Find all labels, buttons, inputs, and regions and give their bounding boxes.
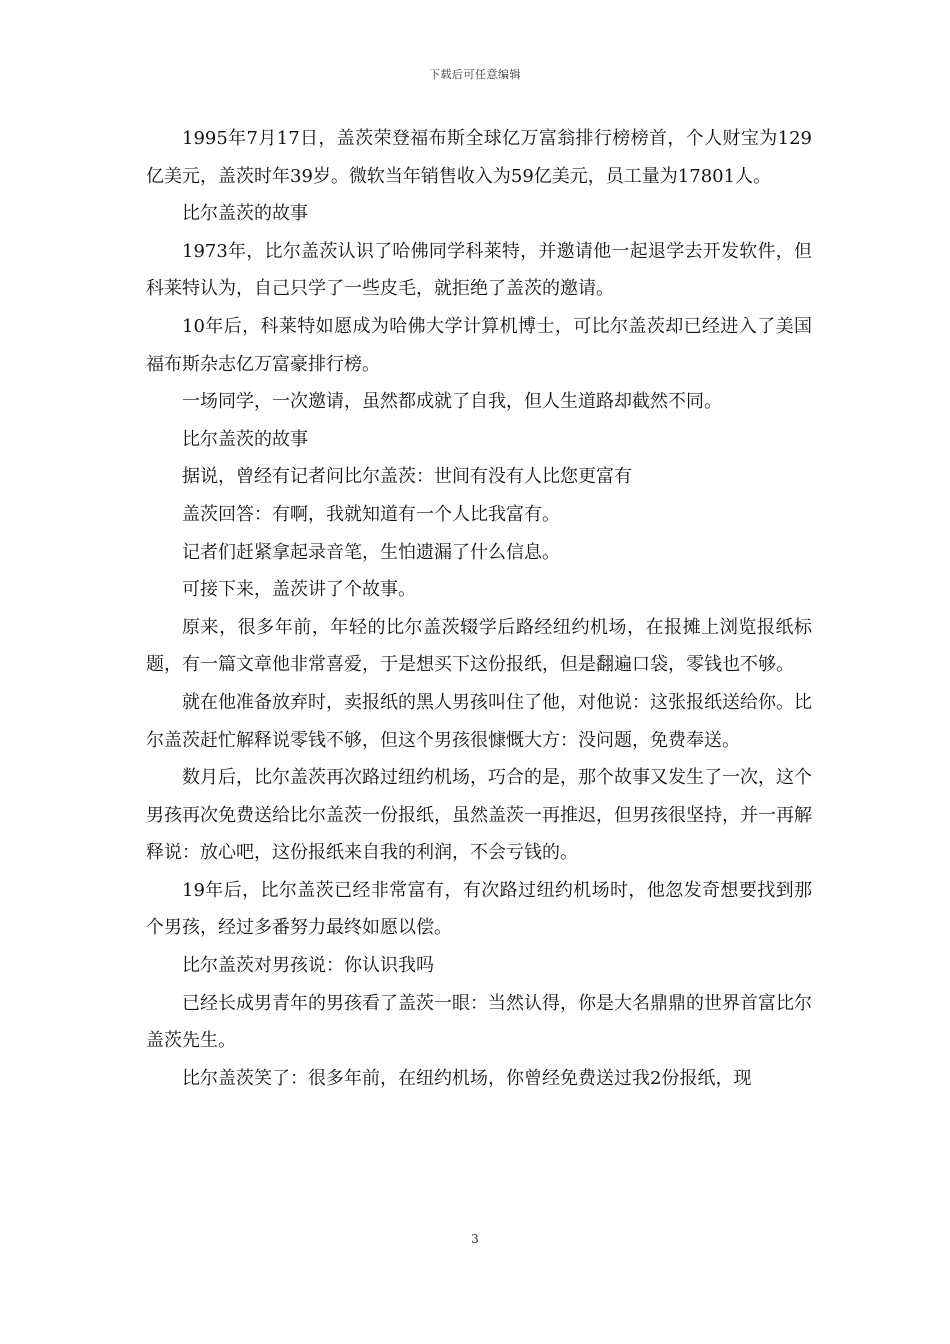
section-heading: 比尔盖茨的故事 xyxy=(182,428,308,450)
paragraph: 10年后，科莱特如愿成为哈佛大学计算机博士，可比尔盖茨却已经进入了美国福布斯杂志亿万富豪排行榜。 xyxy=(146,315,812,375)
paragraph: 1995年7月17日，盖茨荣登福布斯全球亿万富翁排行榜榜首，个人财宝为129亿美元，盖茨时年39岁。微软当年销售收入为59亿美元，员工量为17801人。 xyxy=(146,128,812,187)
page-header: 下载后可任意编辑 xyxy=(429,68,521,81)
document-body xyxy=(146,120,812,1097)
paragraph: 就在他准备放弃时，卖报纸的黑人男孩叫住了他，对他说：这张报纸送给你。比尔盖茨赶忙解释说零钱不够，但这个男孩很慷慨大方：没问题，免费奉送。 xyxy=(146,691,812,751)
paragraph: 比尔盖茨对男孩说：你认识我吗 xyxy=(182,955,434,977)
section-heading: 比尔盖茨的故事 xyxy=(182,203,308,225)
paragraph: 一场同学，一次邀请，虽然都成就了自我，但人生道路却截然不同。 xyxy=(182,391,722,413)
page-number: 3 xyxy=(471,1232,479,1246)
paragraph: 比尔盖茨笑了：很多年前，在纽约机场，你曾经免费送过我2份报纸，现 xyxy=(182,1067,752,1089)
paragraph: 1973年，比尔盖茨认识了哈佛同学科莱特，并邀请他一起退学去开发软件，但科莱特认为，自己只学了一些皮毛，就拒绝了盖茨的邀请。 xyxy=(146,240,812,300)
paragraph: 数月后，比尔盖茨再次路过纽约机场，巧合的是，那个故事又发生了一次，这个男孩再次免费送给比尔盖茨一份报纸，虽然盖茨一再推迟，但男孩很坚持，并一再解释说：放心吧，这份报纸来自我的利润，不会亏钱的。 xyxy=(146,767,812,864)
paragraph: 盖茨回答：有啊，我就知道有一个人比我富有。 xyxy=(182,503,560,525)
paragraph: 据说，曾经有记者问比尔盖茨：世间有没有人比您更富有 xyxy=(182,466,632,488)
paragraph: 19年后，比尔盖茨已经非常富有，有次路过纽约机场时，他忽发奇想要找到那个男孩，经过多番努力最终如愿以偿。 xyxy=(146,879,812,939)
paragraph: 记者们赶紧拿起录音笔，生怕遗漏了什么信息。 xyxy=(182,541,560,563)
paragraph: 原来，很多年前，年轻的比尔盖茨辍学后路经纽约机场，在报摊上浏览报纸标题，有一篇文章他非常喜爱，于是想买下这份报纸，但是翻遍口袋，零钱也不够。 xyxy=(146,616,812,676)
paragraph: 可接下来，盖茨讲了个故事。 xyxy=(182,579,416,601)
paragraph: 已经长成男青年的男孩看了盖茨一眼：当然认得，你是大名鼎鼎的世界首富比尔盖茨先生。 xyxy=(146,992,812,1052)
